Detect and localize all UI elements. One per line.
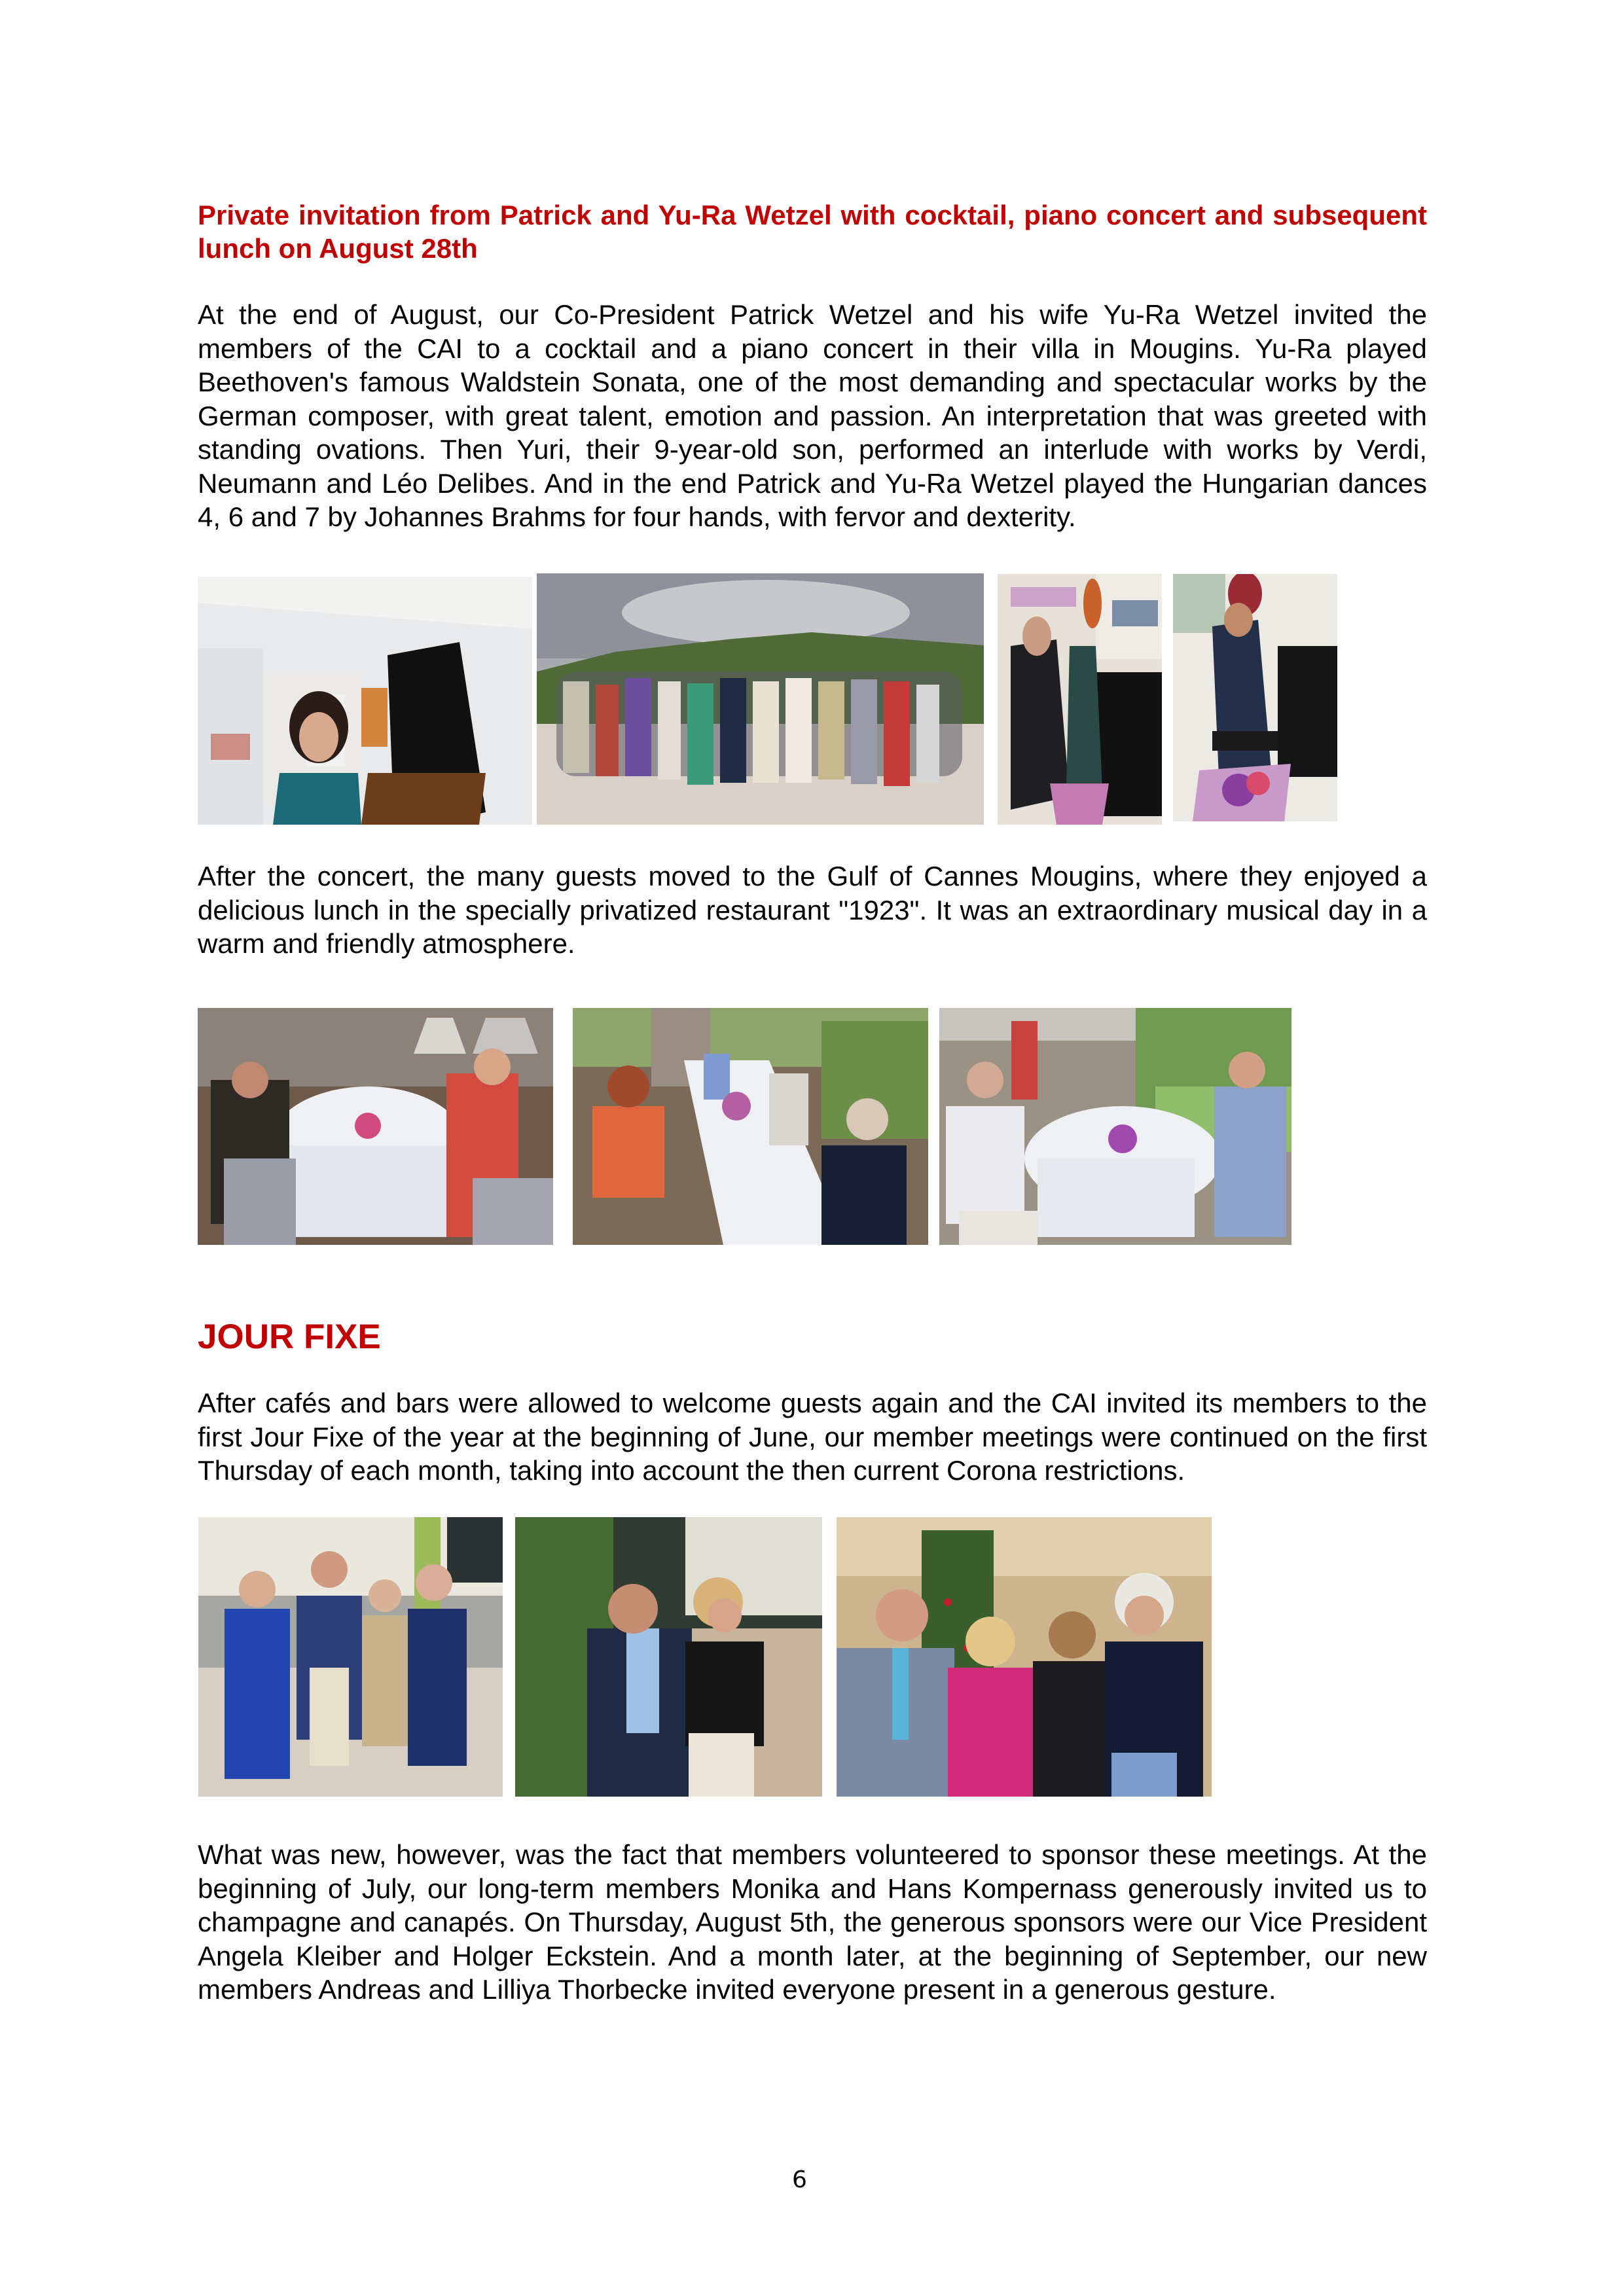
photo-jourfixe-couple	[515, 1517, 822, 1797]
photo-group-terrace-image	[537, 573, 984, 825]
photo-yura-piano	[198, 577, 532, 825]
photo-lunch-long-table	[573, 1008, 928, 1245]
photo-lunch-round-table-1-image	[198, 1008, 553, 1245]
photo-jourfixe-indoor-image	[837, 1517, 1212, 1797]
sponsors-paragraph: What was new, however, was the fact that members volunteered to sponsor these meetings. At the beginning of July, our long-term members Monika and Hans Kompernass generously invited us to champagne and canapés. On Thursday, August 5th, the generous sponsors were our Vice President Angela Kleiber and Holger Eckstein. And a month later, at the beginning of September, our new members Andreas and Lilliya Thorbecke invited everyone present in a generous gesture.	[198, 1839, 1427, 2005]
photo-group-terrace	[537, 573, 984, 825]
photo-jourfixe-terrace	[198, 1517, 503, 1797]
concert-paragraph: At the end of August, our Co-President Patrick Wetzel and his wife Yu-Ra Wetzel invited the members of the CAI to a cocktail and a piano concert in their villa in Mougins. Yu-Ra played Beethoven's famous Waldstein Sonata, one of the most demanding and spectacular works by the German composer, with great talent, emotion and passion. An interpretation that was greeted with standing ovations. Then Yuri, their 9-year-old son, performed an interlude with works by Verdi, Neumann and Léo Delibes. And in the end Patrick and Yu-Ra Wetzel played the Hungarian dances 4, 6 and 7 by Johannes Brahms for four hands, with fervor and dexterity.	[198, 299, 1427, 532]
photo-lunch-round-table-2-image	[939, 1008, 1291, 1245]
photo-lunch-round-table-2	[939, 1008, 1291, 1245]
event-heading: Private invitation from Patrick and Yu-Ra Wetzel with cocktail, piano concert and subsequent lunch on August 28th	[198, 200, 1427, 264]
photo-four-hands	[998, 574, 1162, 825]
jour-fixe-paragraph: After cafés and bars were allowed to welcome guests again and the CAI invited its members to the first Jour Fixe of the year at the beginning of June, our member meetings were continued on the first Thursday of each month, taking into account the then current Corona restrictions.	[198, 1388, 1427, 1486]
photo-yuri-piano	[1173, 574, 1337, 821]
photo-four-hands-image	[998, 574, 1162, 825]
photo-yuri-piano-image	[1173, 574, 1337, 821]
photo-jourfixe-indoor	[837, 1517, 1212, 1797]
photo-yura-piano-image	[198, 577, 532, 825]
photo-jourfixe-couple-image	[515, 1517, 822, 1797]
page-number: 6	[792, 2166, 807, 2193]
jour-fixe-heading: JOUR FIXE	[198, 1318, 381, 1356]
photo-lunch-round-table-1	[198, 1008, 553, 1245]
photo-jourfixe-terrace-image	[198, 1517, 503, 1797]
lunch-paragraph: After the concert, the many guests moved to the Gulf of Cannes Mougins, where they enjoyed a delicious lunch in the specially privatized restaurant "1923". It was an extraordinary musical day in a warm and friendly atmosphere.	[198, 861, 1427, 959]
photo-lunch-long-table-image	[573, 1008, 928, 1245]
